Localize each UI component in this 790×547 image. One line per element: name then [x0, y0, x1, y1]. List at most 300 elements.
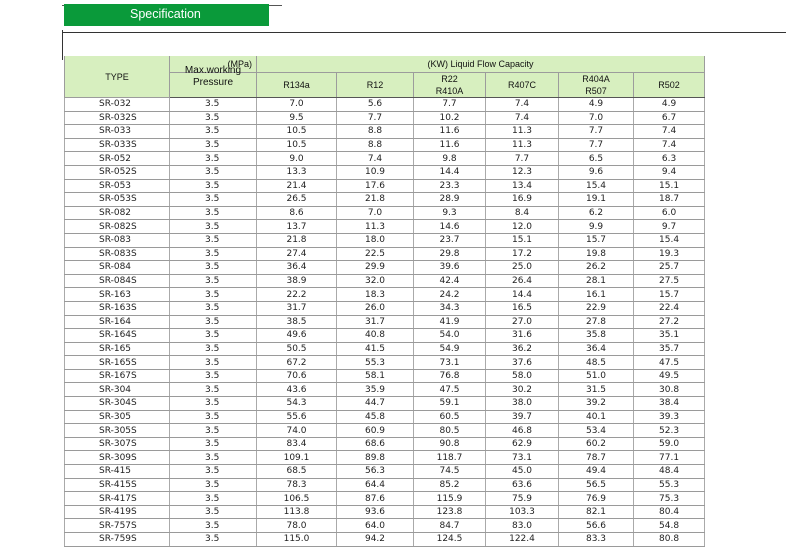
cell-r502: 55.3 [634, 478, 705, 492]
cell-pressure: 3.5 [170, 98, 257, 112]
table-row [65, 206, 705, 220]
table-row [65, 424, 705, 438]
cell-r404a-r507: 7.7 [559, 125, 634, 139]
cell-r404a-r507: 27.8 [559, 315, 634, 329]
cell-r12: 58.1 [337, 369, 414, 383]
col-header-r407c: R407C [486, 73, 559, 98]
cell-r22-r410a: 23.3 [414, 179, 486, 193]
cell-r22-r410a: 118.7 [414, 451, 486, 465]
cell-r22-r410a: 115.9 [414, 492, 486, 506]
cell-r502: 9.4 [634, 165, 705, 179]
cell-r502: 49.5 [634, 369, 705, 383]
cell-r134a: 26.5 [257, 193, 337, 207]
cell-r407c: 26.4 [486, 274, 559, 288]
cell-r407c: 73.1 [486, 451, 559, 465]
table-row [65, 274, 705, 288]
cell-r407c: 8.4 [486, 206, 559, 220]
cell-r502: 77.1 [634, 451, 705, 465]
cell-r404a-r507: 78.7 [559, 451, 634, 465]
table-row [65, 329, 705, 343]
cell-r134a: 74.0 [257, 424, 337, 438]
cell-type: SR-415 [65, 465, 170, 479]
cell-r404a-r507: 4.9 [559, 98, 634, 112]
col-header-r22-r410a [414, 73, 486, 98]
cell-r22-r410a: 7.7 [414, 98, 486, 112]
cell-pressure: 3.5 [170, 247, 257, 261]
cell-r134a: 109.1 [257, 451, 337, 465]
cell-r407c: 11.3 [486, 125, 559, 139]
table-row [65, 165, 705, 179]
cell-r502: 22.4 [634, 301, 705, 315]
cell-r22-r410a: 29.8 [414, 247, 486, 261]
cell-r12: 5.6 [337, 98, 414, 112]
cell-pressure: 3.5 [170, 369, 257, 383]
cell-pressure: 3.5 [170, 125, 257, 139]
cell-r134a: 43.6 [257, 383, 337, 397]
cell-r404a-r507: 49.4 [559, 465, 634, 479]
cell-r134a: 67.2 [257, 356, 337, 370]
cell-pressure: 3.5 [170, 315, 257, 329]
cell-r12: 21.8 [337, 193, 414, 207]
cell-r22-r410a: 10.2 [414, 111, 486, 125]
col-header-r12: R12 [337, 73, 414, 98]
cell-r22-r410a: 34.3 [414, 301, 486, 315]
cell-type: SR-032 [65, 98, 170, 112]
cell-r134a: 27.4 [257, 247, 337, 261]
cell-r502: 47.5 [634, 356, 705, 370]
cell-r22-r410a: 24.2 [414, 288, 486, 302]
table-row [65, 342, 705, 356]
cell-pressure: 3.5 [170, 111, 257, 125]
r22-label: R22 [441, 74, 458, 84]
cell-r404a-r507: 26.2 [559, 261, 634, 275]
cell-r407c: 37.6 [486, 356, 559, 370]
table-row [65, 492, 705, 506]
cell-r134a: 50.5 [257, 342, 337, 356]
table-row [65, 478, 705, 492]
table-row [65, 451, 705, 465]
cell-r12: 11.3 [337, 220, 414, 234]
cell-r407c: 122.4 [486, 533, 559, 547]
cell-pressure: 3.5 [170, 138, 257, 152]
cell-r12: 94.2 [337, 533, 414, 547]
table-row [65, 193, 705, 207]
table-row [65, 369, 705, 383]
cell-r12: 56.3 [337, 465, 414, 479]
cell-r502: 6.3 [634, 152, 705, 166]
cell-r404a-r507: 15.4 [559, 179, 634, 193]
cell-pressure: 3.5 [170, 397, 257, 411]
table-row [65, 247, 705, 261]
cell-r22-r410a: 14.4 [414, 165, 486, 179]
cell-type: SR-167S [65, 369, 170, 383]
cell-r404a-r507: 6.5 [559, 152, 634, 166]
cell-r22-r410a: 74.5 [414, 465, 486, 479]
cell-r502: 80.8 [634, 533, 705, 547]
cell-pressure: 3.5 [170, 152, 257, 166]
cell-type: SR-305S [65, 424, 170, 438]
cell-r12: 8.8 [337, 138, 414, 152]
cell-type: SR-052S [65, 165, 170, 179]
table-row [65, 533, 705, 547]
cell-r12: 41.5 [337, 342, 414, 356]
cell-type: SR-082 [65, 206, 170, 220]
cell-r407c: 7.7 [486, 152, 559, 166]
cell-r12: 60.9 [337, 424, 414, 438]
cell-r404a-r507: 9.6 [559, 165, 634, 179]
cell-type: SR-164S [65, 329, 170, 343]
cell-r407c: 62.9 [486, 437, 559, 451]
cell-r407c: 7.4 [486, 98, 559, 112]
cell-r12: 68.6 [337, 437, 414, 451]
cell-r404a-r507: 19.1 [559, 193, 634, 207]
cell-type: SR-309S [65, 451, 170, 465]
cell-r22-r410a: 28.9 [414, 193, 486, 207]
cell-pressure: 3.5 [170, 179, 257, 193]
cell-r407c: 58.0 [486, 369, 559, 383]
cell-r134a: 13.7 [257, 220, 337, 234]
cell-r12: 55.3 [337, 356, 414, 370]
cell-r407c: 25.0 [486, 261, 559, 275]
cell-r134a: 106.5 [257, 492, 337, 506]
cell-type: SR-759S [65, 533, 170, 547]
cell-r404a-r507: 51.0 [559, 369, 634, 383]
cell-r407c: 38.0 [486, 397, 559, 411]
cell-r502: 6.0 [634, 206, 705, 220]
table-row [65, 233, 705, 247]
cell-pressure: 3.5 [170, 288, 257, 302]
col-header-capacity-group [257, 56, 705, 73]
cell-r404a-r507: 16.1 [559, 288, 634, 302]
table-row [65, 179, 705, 193]
cell-r502: 59.0 [634, 437, 705, 451]
cell-pressure: 3.5 [170, 437, 257, 451]
cell-pressure: 3.5 [170, 274, 257, 288]
cell-r134a: 9.5 [257, 111, 337, 125]
cell-r22-r410a: 124.5 [414, 533, 486, 547]
cell-r134a: 7.0 [257, 98, 337, 112]
cell-pressure: 3.5 [170, 193, 257, 207]
cell-r134a: 9.0 [257, 152, 337, 166]
cell-r134a: 78.3 [257, 478, 337, 492]
cell-r407c: 16.9 [486, 193, 559, 207]
cell-r502: 18.7 [634, 193, 705, 207]
cell-r502: 7.4 [634, 138, 705, 152]
cell-r502: 35.7 [634, 342, 705, 356]
cell-r502: 80.4 [634, 505, 705, 519]
cell-type: SR-417S [65, 492, 170, 506]
cell-r12: 45.8 [337, 410, 414, 424]
cell-r12: 32.0 [337, 274, 414, 288]
table-row [65, 125, 705, 139]
cell-r12: 87.6 [337, 492, 414, 506]
cell-type: SR-165 [65, 342, 170, 356]
cell-type: SR-033S [65, 138, 170, 152]
cell-r134a: 10.5 [257, 125, 337, 139]
cell-r12: 64.0 [337, 519, 414, 533]
cell-r12: 10.9 [337, 165, 414, 179]
table-row [65, 397, 705, 411]
table-row [65, 505, 705, 519]
cell-r22-r410a: 54.9 [414, 342, 486, 356]
cell-r404a-r507: 9.9 [559, 220, 634, 234]
cell-r502: 48.4 [634, 465, 705, 479]
cell-r134a: 31.7 [257, 301, 337, 315]
cell-r502: 9.7 [634, 220, 705, 234]
col-header-r502: R502 [634, 73, 705, 98]
table-row [65, 111, 705, 125]
cell-r404a-r507: 60.2 [559, 437, 634, 451]
cell-type: SR-307S [65, 437, 170, 451]
col-header-r404a-r507 [559, 73, 634, 98]
cell-r407c: 46.8 [486, 424, 559, 438]
cell-r502: 52.3 [634, 424, 705, 438]
cell-pressure: 3.5 [170, 261, 257, 275]
cell-r407c: 83.0 [486, 519, 559, 533]
cell-type: SR-082S [65, 220, 170, 234]
cell-r134a: 21.8 [257, 233, 337, 247]
cell-r502: 25.7 [634, 261, 705, 275]
cell-r134a: 38.9 [257, 274, 337, 288]
margin-tick [62, 30, 63, 60]
cell-r134a: 68.5 [257, 465, 337, 479]
cell-r134a: 54.3 [257, 397, 337, 411]
cell-r404a-r507: 22.9 [559, 301, 634, 315]
cell-pressure: 3.5 [170, 492, 257, 506]
cell-type: SR-053S [65, 193, 170, 207]
cell-pressure: 3.5 [170, 519, 257, 533]
cell-r22-r410a: 84.7 [414, 519, 486, 533]
cell-pressure: 3.5 [170, 342, 257, 356]
r507-label: R507 [585, 86, 607, 96]
cell-r12: 64.4 [337, 478, 414, 492]
cell-r502: 27.5 [634, 274, 705, 288]
table-row [65, 261, 705, 275]
cell-pressure: 3.5 [170, 206, 257, 220]
cell-r404a-r507: 40.1 [559, 410, 634, 424]
col-header-type: TYPE [65, 56, 170, 98]
cell-r407c: 30.2 [486, 383, 559, 397]
cell-pressure: 3.5 [170, 301, 257, 315]
cell-type: SR-419S [65, 505, 170, 519]
cell-r22-r410a: 54.0 [414, 329, 486, 343]
cell-r404a-r507: 31.5 [559, 383, 634, 397]
cell-r134a: 70.6 [257, 369, 337, 383]
table-row [65, 98, 705, 112]
cell-r22-r410a: 23.7 [414, 233, 486, 247]
cell-r12: 89.8 [337, 451, 414, 465]
cell-r12: 31.7 [337, 315, 414, 329]
cell-pressure: 3.5 [170, 233, 257, 247]
cell-r404a-r507: 39.2 [559, 397, 634, 411]
cell-r22-r410a: 47.5 [414, 383, 486, 397]
cell-r12: 35.9 [337, 383, 414, 397]
cell-r404a-r507: 36.4 [559, 342, 634, 356]
cell-r22-r410a: 9.3 [414, 206, 486, 220]
cell-type: SR-032S [65, 111, 170, 125]
cell-r407c: 63.6 [486, 478, 559, 492]
cell-pressure: 3.5 [170, 356, 257, 370]
cell-type: SR-083 [65, 233, 170, 247]
cell-r407c: 31.6 [486, 329, 559, 343]
cell-type: SR-165S [65, 356, 170, 370]
cell-type: SR-084S [65, 274, 170, 288]
r404a-label: R404A [582, 74, 610, 84]
cell-r12: 44.7 [337, 397, 414, 411]
cell-r407c: 12.0 [486, 220, 559, 234]
cell-r407c: 15.1 [486, 233, 559, 247]
cell-r134a: 83.4 [257, 437, 337, 451]
cell-r407c: 75.9 [486, 492, 559, 506]
table-row [65, 301, 705, 315]
cell-r134a: 36.4 [257, 261, 337, 275]
cell-r407c: 103.3 [486, 505, 559, 519]
cell-r12: 17.6 [337, 179, 414, 193]
cell-r134a: 21.4 [257, 179, 337, 193]
col-header-pressure-unit: (MPa) [170, 56, 257, 73]
cell-pressure: 3.5 [170, 165, 257, 179]
cell-r12: 7.7 [337, 111, 414, 125]
table-row [65, 437, 705, 451]
cell-type: SR-084 [65, 261, 170, 275]
cell-type: SR-163 [65, 288, 170, 302]
cell-r404a-r507: 6.2 [559, 206, 634, 220]
cell-pressure: 3.5 [170, 465, 257, 479]
table-row [65, 315, 705, 329]
cell-r22-r410a: 9.8 [414, 152, 486, 166]
cell-r22-r410a: 11.6 [414, 138, 486, 152]
cell-pressure: 3.5 [170, 533, 257, 547]
table-row [65, 410, 705, 424]
cell-r404a-r507: 48.5 [559, 356, 634, 370]
cell-r502: 30.8 [634, 383, 705, 397]
col-header-pressure [170, 65, 257, 98]
cell-pressure: 3.5 [170, 220, 257, 234]
cell-r22-r410a: 85.2 [414, 478, 486, 492]
cell-type: SR-164 [65, 315, 170, 329]
cell-r22-r410a: 14.6 [414, 220, 486, 234]
col-header-r134a: R134a [257, 73, 337, 98]
capacity-group-title: (KW) Liquid Flow Capacity [427, 59, 534, 69]
cell-r404a-r507: 28.1 [559, 274, 634, 288]
table-row [65, 220, 705, 234]
cell-r22-r410a: 90.8 [414, 437, 486, 451]
cell-r502: 19.3 [634, 247, 705, 261]
cell-r502: 39.3 [634, 410, 705, 424]
cell-r22-r410a: 73.1 [414, 356, 486, 370]
cell-r407c: 13.4 [486, 179, 559, 193]
cell-r404a-r507: 7.0 [559, 111, 634, 125]
cell-r12: 7.0 [337, 206, 414, 220]
cell-r12: 26.0 [337, 301, 414, 315]
cell-pressure: 3.5 [170, 410, 257, 424]
cell-r134a: 115.0 [257, 533, 337, 547]
cell-r134a: 49.6 [257, 329, 337, 343]
cell-type: SR-083S [65, 247, 170, 261]
cell-r12: 29.9 [337, 261, 414, 275]
cell-type: SR-052 [65, 152, 170, 166]
cell-r407c: 11.3 [486, 138, 559, 152]
cell-r22-r410a: 42.4 [414, 274, 486, 288]
cell-r134a: 78.0 [257, 519, 337, 533]
cell-r404a-r507: 15.7 [559, 233, 634, 247]
cell-r404a-r507: 19.8 [559, 247, 634, 261]
table-row [65, 356, 705, 370]
table-row [65, 465, 705, 479]
cell-r404a-r507: 82.1 [559, 505, 634, 519]
cell-r407c: 12.3 [486, 165, 559, 179]
cell-type: SR-033 [65, 125, 170, 139]
cell-r407c: 7.4 [486, 111, 559, 125]
cell-r404a-r507: 56.6 [559, 519, 634, 533]
cell-r502: 6.7 [634, 111, 705, 125]
cell-r22-r410a: 59.1 [414, 397, 486, 411]
cell-pressure: 3.5 [170, 329, 257, 343]
cell-r404a-r507: 53.4 [559, 424, 634, 438]
cell-pressure: 3.5 [170, 424, 257, 438]
cell-r502: 54.8 [634, 519, 705, 533]
cell-r502: 15.1 [634, 179, 705, 193]
cell-r12: 18.0 [337, 233, 414, 247]
cell-r404a-r507: 7.7 [559, 138, 634, 152]
cell-pressure: 3.5 [170, 478, 257, 492]
cell-r502: 35.1 [634, 329, 705, 343]
cell-r404a-r507: 83.3 [559, 533, 634, 547]
cell-type: SR-304 [65, 383, 170, 397]
table-row [65, 288, 705, 302]
cell-type: SR-304S [65, 397, 170, 411]
cell-r502: 15.4 [634, 233, 705, 247]
cell-r502: 27.2 [634, 315, 705, 329]
cell-r404a-r507: 56.5 [559, 478, 634, 492]
cell-r12: 7.4 [337, 152, 414, 166]
table-row [65, 152, 705, 166]
cell-pressure: 3.5 [170, 451, 257, 465]
cell-r22-r410a: 41.9 [414, 315, 486, 329]
cell-type: SR-305 [65, 410, 170, 424]
cell-type: SR-053 [65, 179, 170, 193]
cell-r407c: 39.7 [486, 410, 559, 424]
cell-r12: 8.8 [337, 125, 414, 139]
cell-r502: 15.7 [634, 288, 705, 302]
cell-r134a: 22.2 [257, 288, 337, 302]
cell-r22-r410a: 60.5 [414, 410, 486, 424]
cell-r22-r410a: 11.6 [414, 125, 486, 139]
cell-r12: 18.3 [337, 288, 414, 302]
cell-type: SR-163S [65, 301, 170, 315]
cell-r407c: 36.2 [486, 342, 559, 356]
cell-r12: 40.8 [337, 329, 414, 343]
cell-r502: 7.4 [634, 125, 705, 139]
header-rule [62, 32, 786, 33]
specification-table [64, 56, 705, 547]
cell-r407c: 17.2 [486, 247, 559, 261]
cell-type: SR-415S [65, 478, 170, 492]
cell-r502: 75.3 [634, 492, 705, 506]
cell-r404a-r507: 76.9 [559, 492, 634, 506]
cell-r134a: 55.6 [257, 410, 337, 424]
cell-r502: 4.9 [634, 98, 705, 112]
cell-type: SR-757S [65, 519, 170, 533]
cell-pressure: 3.5 [170, 383, 257, 397]
cell-r404a-r507: 35.8 [559, 329, 634, 343]
cell-r12: 93.6 [337, 505, 414, 519]
cell-r407c: 27.0 [486, 315, 559, 329]
cell-r407c: 14.4 [486, 288, 559, 302]
table-row [65, 519, 705, 533]
cell-r134a: 8.6 [257, 206, 337, 220]
cell-r134a: 38.5 [257, 315, 337, 329]
